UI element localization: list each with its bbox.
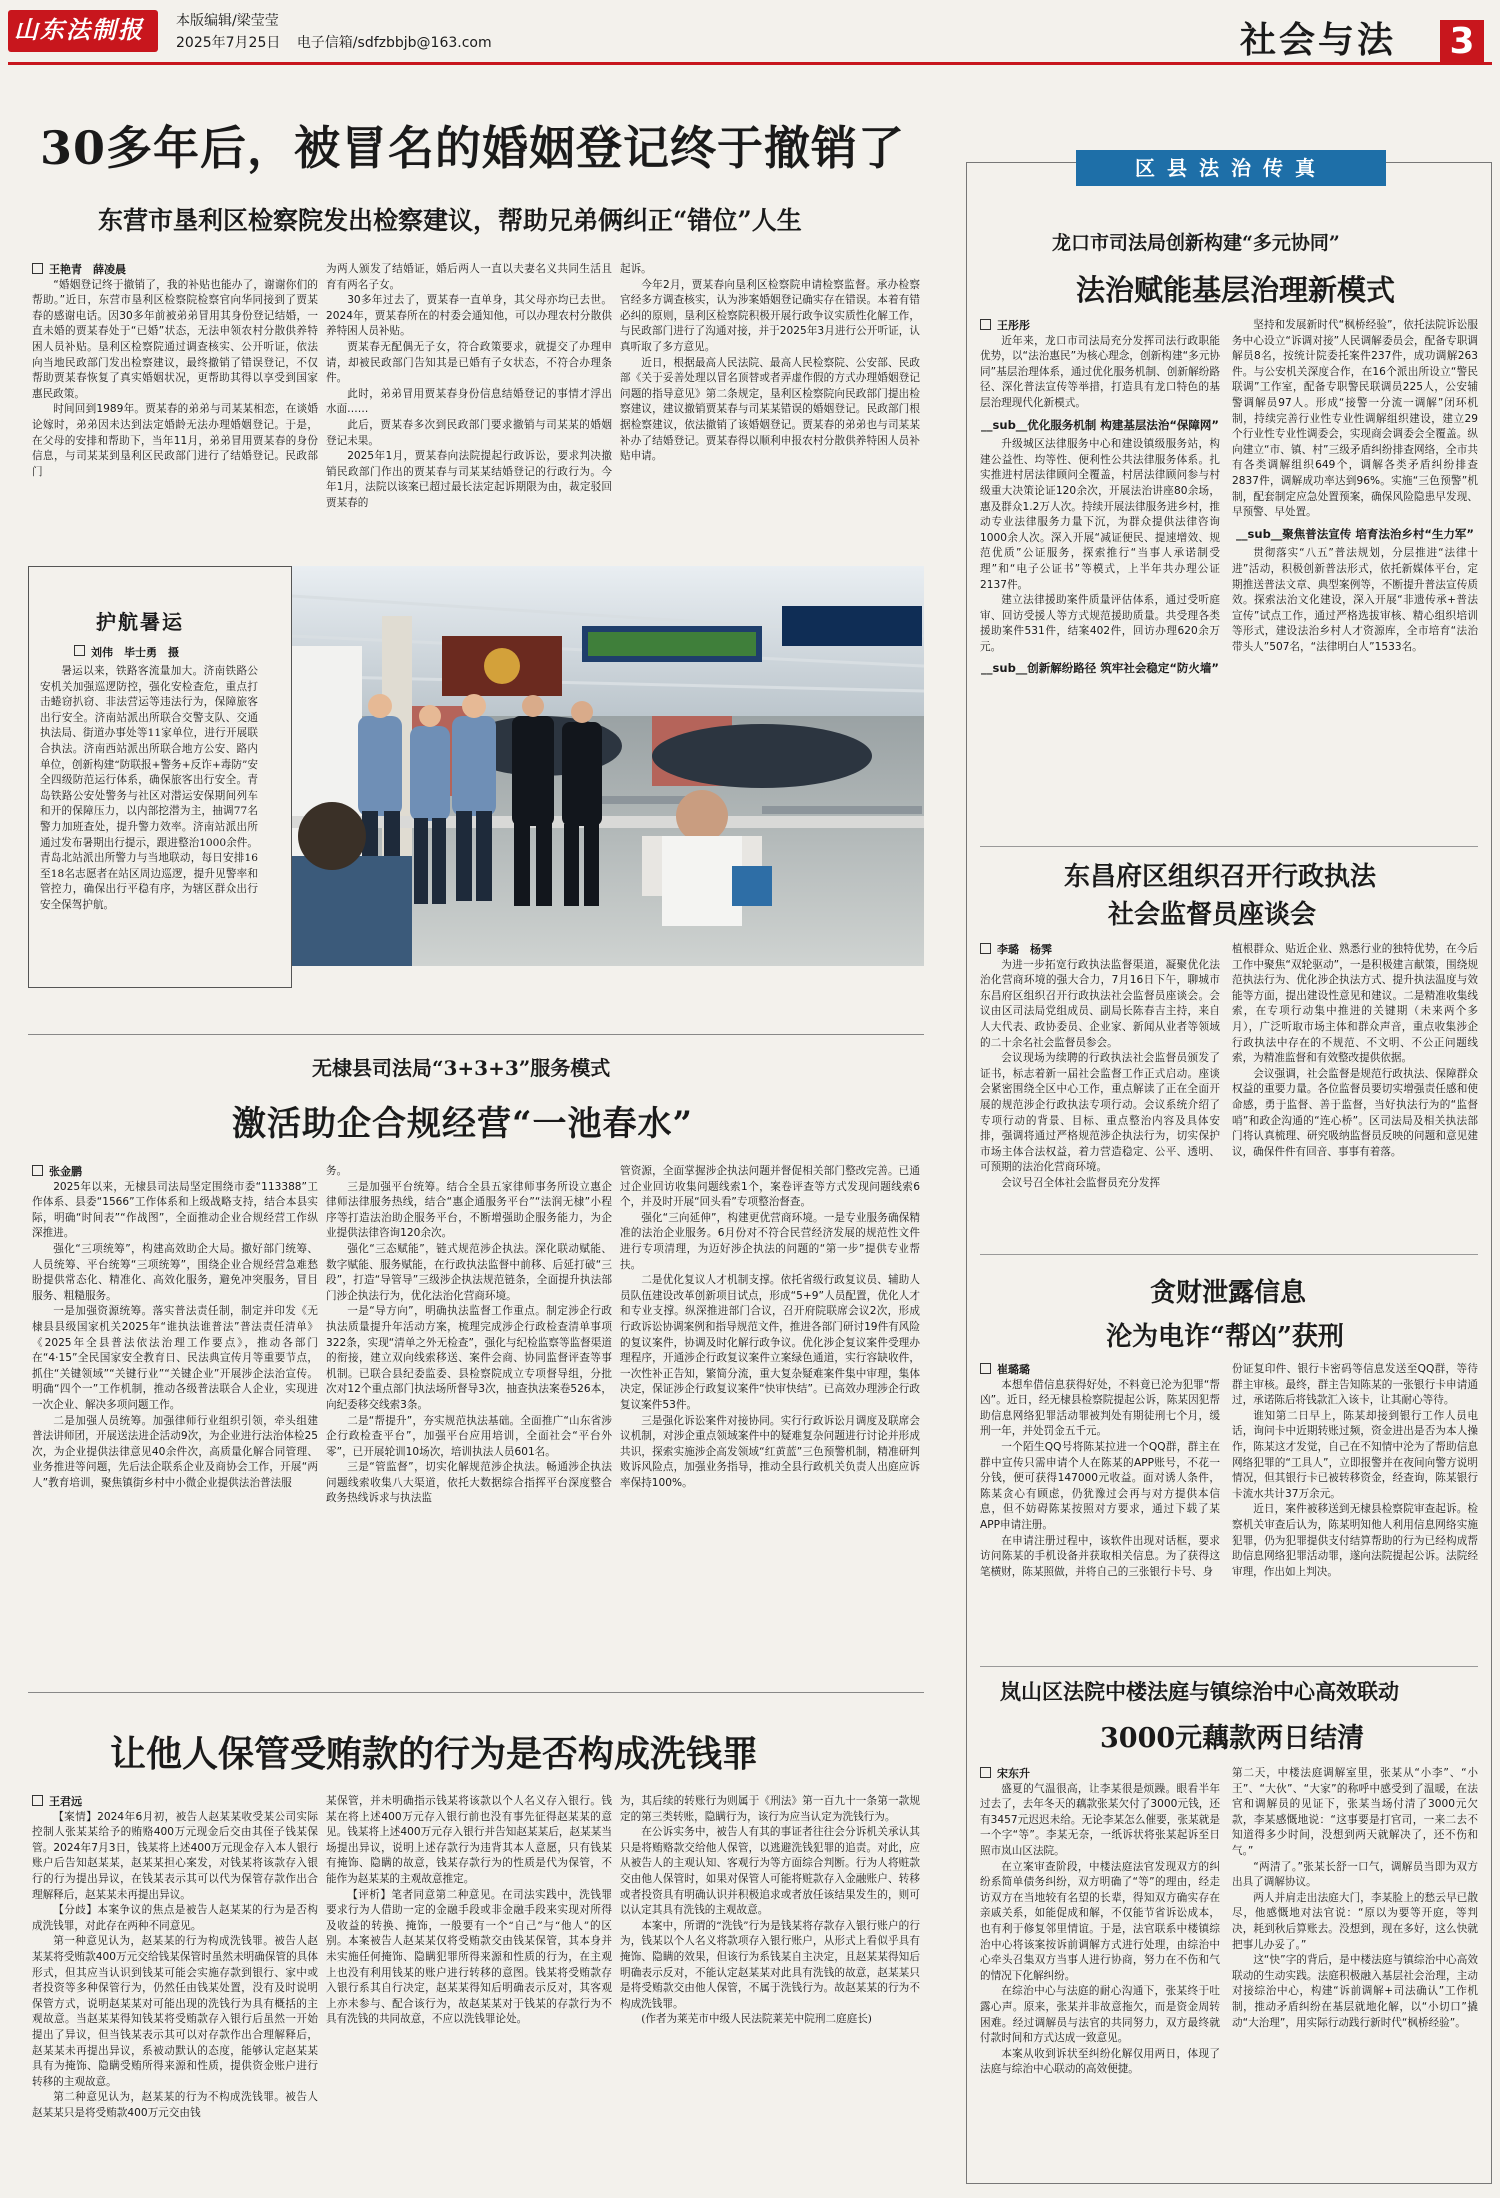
a1-subhead: __sub__创新解纷路径 筑牢社会稳定“防火墙” bbox=[981, 661, 1219, 676]
a4-para: 第二天，中楼法庭调解室里，张某从“小李”、“小王”、“大伙”、“大家”的称呼中感受到了温暖，在法官和调解员的见证下，张某当场付清了3000元欠款，李某感慨地说：“这事要是打官司，一来二去不知道得多少时间，没想到两天就解决了，还不伤和气。” bbox=[1232, 1767, 1478, 1857]
a2-column-2 bbox=[1232, 942, 1478, 1242]
wuli-para: 强化“三向延伸”，构建更优营商环境。一是专业服务确保精准的法治企业服务。6月份对不符合民营经济发展的规范性文件进行专项清理，为迈好涉企执法的问题的“第一步”提供专业帮扶。 bbox=[620, 1211, 920, 1271]
wuli-column-3 bbox=[620, 1164, 920, 1679]
a2-title-line1: 东昌府区组织召开行政执法 bbox=[1064, 862, 1377, 892]
wuli-para: 一是加强资源统筹。落实普法责任制，制定并印发《无棣县县级国家机关2025年“谁执法谁普法”普法责任清单》《2025年全县普法依法治理工作要点》，推动各部门在“4·15”全民国家安全教育日、民法典宣传月等重要节点，抓住“关键领域”“关键行业”“关键企业”开展涉企法治宣传。明确“四个一”工作机制，推动各级普法联合人企业，实现进一次企业、解决多项问题工作。 bbox=[32, 1305, 318, 1411]
wuli-kicker: 无棣县司法局“3+3+3”服务模式 bbox=[312, 1056, 611, 1080]
money-title: 让他人保管受贿款的行为是否构成洗钱罪 bbox=[110, 1733, 759, 1775]
a1-para: 贯彻落实“八五”普法规划，分层推进“法律十进”活动，积极创新普法形式，依托新媒体平台，定期推送普法文章、典型案例等，不断提升普法宣传质效。探索法治文化建设，深入开展“非遗传承+普法宣传”试点工作，通过严格选拔审核、精心组织培训等形式，建设法治乡村人才资源库，全市培育“法治带头人”507名，“法律明白人”1533名。 bbox=[1232, 547, 1478, 653]
masthead-logo-text: 山东法制报 bbox=[14, 15, 144, 44]
a4-para: 盛夏的气温很高，让李某很是烦躁。眼看半年过去了，去年冬天的藕款张某欠付了3000元钱，还有3457元迟迟未给。无论李某怎么催要，张某就是一个字“等”。李某无奈，一纸诉状将张某起诉至日照市岚山区法院。 bbox=[980, 1782, 1220, 1857]
a2-para: 会议现场为续聘的行政执法社会监督员颁发了证书，标志着新一届社会监督工作正式启动。座谈会紧密围绕全区中心工作，重点解读了正在全面开展的规范涉企行政执法专项行动。会议系统介绍了专项行动的背景、目标、重点整治内容及具体安排，强调将通过严格规范涉企执法行为，切实保护市场主体合法权益，着力营造稳定、公平、透明、可预期的法治化营商环境。 bbox=[980, 1052, 1220, 1174]
a1-kicker: 龙口市司法局创新构建“多元协同” bbox=[1052, 232, 1340, 254]
a2-top-rule bbox=[980, 846, 1478, 847]
a2-title-line2: 社会监督员座谈会 bbox=[1108, 900, 1317, 930]
wuli-title: 激活助企合规经营“一池春水” bbox=[232, 1104, 694, 1144]
wuli-para: 一是“导方向”，明确执法监督工作重点。制定涉企行政执法质量提升年活动方案，梳理完成涉企行政检查清单事项322条，实现“清单之外无检查”，强化与纪检监察等监督渠道的衔接，建立双向线索移送、案件会商、协同监督评查等事机制。已联合县纪委监委、县检察院成立专项督导组，分批次对12个重点部门执法场所督导3次，抽查执法案卷526本，向纪委移交线索3条。 bbox=[326, 1305, 612, 1411]
lead-column-3 bbox=[620, 262, 920, 544]
wuli-para: 强化“三态赋能”，链式规范涉企执法。深化联动赋能、数字赋能、服务赋能，在行政执法监督中前移、后延打破“三段”，打造“导管导”三级涉企执法规范链条，全面提升执法部门涉企执法行为，优化法治化营商环境。 bbox=[326, 1242, 612, 1302]
money-para: 【案情】2024年6月初，被告人赵某某收受某公司实际控制人张某某给予的贿赂400万元现金后交由其侄子钱某保管。2024年7月3日，钱某将上述400万元现金存入本人银行账户后告知赵某某，赵某某担心案发，对钱某将该款存入银行的行为提出异议，在钱某表示其可以代为保管存款作出合理解释后，赵某某未再提出异议。 bbox=[32, 1810, 318, 1901]
lead-para: 为两人颁发了结婚证，婚后两人一直以夫妻名义共同生活且育有两名子女。 bbox=[326, 263, 612, 291]
a4-byline: 宋东升 bbox=[980, 1766, 1220, 1782]
wuli-para: 务。 bbox=[326, 1165, 348, 1177]
a3-para: 本想牟借信息获得好处，不料竟已沦为犯罪“帮凶”。近日，经无棣县检察院提起公诉，陈某因犯帮助信息网络犯罪活动罪被判处有期徒刑七个月，缓刑一年，并处罚金五千元。 bbox=[980, 1378, 1220, 1438]
a1-byline: 王彤彤 bbox=[980, 318, 1220, 334]
lead-subtitle: 东营市垦利区检察院发出检察建议，帮助兄弟俩纠正“错位”人生 bbox=[98, 206, 802, 235]
railway-station-photo bbox=[292, 566, 924, 966]
a3-para: 份证复印件、银行卡密码等信息发送至QQ群，等待群主审核。最终，群主告知陈某的一张银行卡申请通过，承诺陈后将钱款汇入该卡，让其耐心等待。 bbox=[1232, 1363, 1478, 1407]
wuli-para: 二是优化复议人才机制支撑。依托省级行政复议员、辅助人员队伍建设改革创新项目试点，形成“5+9”人员配置，优化人才和专业支撑。纵深推进部门合议，召开府院联席会议2次，形成行政诉讼协调案例和指导规范文件，推进各部门研讨19件有风险的复议案件，协调及时化解行政争议。优化涉企复议案件受理办理程序，开通涉企行政复议案件立案绿色通道，实行容缺收件，一次性补正告知，繁简分流，重大复杂疑难案件集中审理，集体决定，保证涉企行政复议案件“快审快结”。已高效办理涉企行政复议案件53件。 bbox=[620, 1274, 920, 1411]
money-para: 第二种意见认为，赵某某的行为不构成洗钱罪。被告人赵某某只是将受贿款400万元交由钱 bbox=[32, 2091, 318, 2119]
lead-para: 贾某春无配偶无子女，符合政策要求，就提交了办理申请，却被民政部门告知其是已婚有子女状态，不符合办理条件。 bbox=[326, 340, 612, 385]
lead-title: 30多年后，被冒名的婚姻登记终于撤销了 bbox=[40, 121, 906, 175]
lead-byline: 王艳青 薛凌晨 bbox=[32, 262, 318, 278]
wuli-para: 二是加强人员统筹。加强律师行业组织引领，牵头组建普法讲师团，开展送法进企活动9次，为企业进行法治体检25次，为企业提供法律意见40余件次，高质量化解合同管理、业务推进等问题，先后法企联系企业及商协会工作，开展“两人”教育培训，聚焦镇街乡村中小微企业提供法治普法服 bbox=[32, 1414, 318, 1489]
money-para: 【评析】笔者同意第二种意见。在司法实践中，洗钱罪要求行为人借助一定的金融手段或非金融手段来实现对所得及收益的转换、掩饰，一般要有一个“自己”与“他人”的区别。本案被告人赵某某仅将受贿款交由钱某保管，其本身并未实施任何掩饰、隐瞒犯罪所得来源和性质的行为，在主观上也没有利用钱某的账户进行转移的意图。钱某将受贿款存入银行系其自行决定，赵某某得知后明确表示反对，其客观上亦未参与、配合该行为，故赵某某对于钱某的存款行为不具有洗钱的共同故意，不应以洗钱罪论处。 bbox=[326, 1888, 612, 2026]
money-para: 某保管，并未明确指示钱某将该款以个人名义存入银行。钱某在将上述400万元存入银行前也没有事先征得赵某某的意见。钱某将上述400万元存入银行并告知赵某某后，赵某某当场提出异议，说明上述存款行为违背其本人意愿，只有钱某有掩饰、隐瞒的故意，钱某存款行为的性质是代为保管，不能作为赵某某的主观故意推定。 bbox=[326, 1795, 612, 1885]
lead-para: 30多年过去了，贾某春一直单身，其父母亦均已去世。2024年，贾某春所在的村委会通知他，可以办理农村分散供养特困人员补贴。 bbox=[326, 294, 612, 338]
a4-para: 在立案审查阶段，中楼法庭法官发现双方的纠纷系简单债务纠纷，双方明确了“等”的理由，经走访双方在当地较有名望的长辈，得知双方确实存在亲戚关系，如能促成和解，不仅能节省诉讼成本，也有利于修复邻里情谊。于是，法官联系中楼镇综治中心将该案按诉前调解方式进行处理，由综治中心牵头召集双方当事人进行协商，努力在不伤和气的情况下化解纠纷。 bbox=[980, 1860, 1220, 1982]
a4-para: 这“快”字的背后，是中楼法庭与镇综治中心高效联动的生动实践。法庭积极融入基层社会治理，主动对接综治中心，构建“诉前调解+司法确认”工作机制，推动矛盾纠纷在基层就地化解，以“小切口”撬动“大治理”，用实际行动践行新时代“枫桥经验”。 bbox=[1232, 1954, 1478, 2029]
a3-title-line2: 沦为电诈“帮凶”获刑 bbox=[1106, 1322, 1344, 1352]
a3-para: 谁知第二日早上，陈某却接到银行工作人员电话，询问卡中近期转账过频，资金进出是否为本人操作，陈某这才发觉，自己在不知情中沦为了帮助信息网络犯罪的“工具人”，立即报警并在夜间向警方说明情况，但其银行卡已被转移资金，经查询，陈某银行卡流水共计37万余元。 bbox=[1232, 1409, 1478, 1500]
lead-para: “婚姻登记终于撤销了，我的补贴也能办了，谢谢你们的帮助。”近日，东营市垦利区检察院检察官向华同接到了贾某春的感谢电话。因30多年前被弟弟冒用其身份登记结婚，一直未婚的贾某春处于“已婚”状态，无法申领农村分散供养特困人员补贴。垦利区检察院通过调查核实、公开听证，依法向当地民政部门发出检察建议，最终撤销了错误登记，不仅帮助贾某春恢复了真实婚姻状况，更帮助其得以享受到国家惠民政策。 bbox=[32, 278, 318, 400]
page-number: 3 bbox=[1449, 21, 1475, 62]
lead-column-2 bbox=[326, 262, 612, 544]
lead-para: 今年2月，贾某春向垦利区检察院申请检察监督。承办检察官经多方调查核实，认为涉案婚姻登记确实存在错误。本着有错必纠的原则，垦利区检察院积极开展行政争议实质性化解工作，与民政部门进行了沟通对接，并于2025年3月进行公开听证，认真听取了多方意见。 bbox=[620, 278, 920, 353]
a2-column-1 bbox=[980, 942, 1220, 1242]
a4-title-line2: 3000元藕款两日结清 bbox=[1100, 1723, 1365, 1754]
a4-para: “两清了。”张某长舒一口气，调解员当即为双方出具了调解协议。 bbox=[1232, 1860, 1478, 1889]
money-para: 在公诉实务中，被告人有其的事证者往往会分诉机关承认其只是将贿赂款交给他人保管，以逃避洗钱犯罪的追责。对此，应从被告人的主观认知、客观行为等方面综合判断。行为人将赃款交由他人保管时，如果对保管人可能将赃款存入金融账户、转移或者投资具有明确认识并积极追求或者放任该结果发生的，则可以认定其具有洗钱的主观故意。 bbox=[620, 1826, 920, 1917]
masthead-date-text: 2025年7月25日 bbox=[176, 35, 281, 51]
a1-column-1 bbox=[980, 318, 1220, 838]
money-byline: 王君远 bbox=[32, 1794, 318, 1810]
money-column-3 bbox=[620, 1794, 920, 2184]
a3-para: 一个陌生QQ号将陈某拉进一个QQ群，群主在群中宣传只需申请个人在陈某的APP账号，不花一分钱，便可获得147000元收益。面对诱人条件，陈某贪心有顾虑，仍犹豫过会再与对方提供本信息，但不妨碍陈某按照对方要求，通过下载了某APP申请注册。 bbox=[980, 1440, 1220, 1531]
lead-para: 近日，根据最高人民法院、最高人民检察院、公安部、民政部《关于妥善处理以冒名顶替或者弄虚作假的方式办理婚姻登记问题的指导意见》第二条规定，垦利区检察院向民政部门提出检察建议，建议撤销贾某春与司某某错误的婚姻登记。民政部门根据检察建议，依法撤销了该婚姻登记。贾某春的弟弟也与司某某补办了结婚登记。贾某春得以顺利申报农村分散供养特困人员补贴申请。 bbox=[620, 356, 920, 463]
wuli-column-1 bbox=[32, 1164, 318, 1679]
wuli-para: 三是“管监督”，切实化解规范涉企执法。畅通涉企执法问题线索收集八大渠道，依托大数据综合指挥平台深度整合政务热线诉求与执法监 bbox=[326, 1461, 612, 1505]
a2-para: 为进一步拓宽行政执法监督渠道，凝聚优化法治化营商环境的强大合力，7月16日下午，聊城市东昌府区组织召开行政执法社会监督员座谈会。会议由区司法局党组成员、副局长陈春吉主持，来自人大代表、政协委员、企业家、新闻从业者等领域的二十余名社会监督员参会。 bbox=[980, 958, 1220, 1049]
lead-para: 此后，贾某春多次到民政部门要求撤销与司某某的婚姻登记未果。 bbox=[326, 418, 612, 447]
a3-column-2 bbox=[1232, 1362, 1478, 1658]
wuli-byline: 张金鹏 bbox=[32, 1164, 318, 1180]
wuli-top-rule bbox=[28, 1034, 924, 1035]
a3-title-line1: 贪财泄露信息 bbox=[1150, 1278, 1307, 1308]
a1-para: 坚持和发展新时代“枫桥经验”，依托法院诉讼服务中心设立“诉调对接”人民调解委员会，配备专职调解员8名，按统计院委托案件237件，成功调解263件。与公安机关深度合作，在16个派出所设立“警民联调”工作室，配备专职警民联调员225人，公安辅警调解员97人。形成“接警一分流一调解”闭环机制，持续完善行业性专业性调解组织建设，建立29个行业性专业性调委会，实现商会调委会全覆盖。纵向建立“市、镇、村”三级矛盾纠纷排查网络，全市共有各类调解组织649个，调解各类矛盾纠纷排查2837件，调解成功率达到96%。实施“三色预警”机制，配套制定应急处置预案，确保风险隐患早发现、早预警、早处置。 bbox=[1232, 319, 1478, 519]
money-para: (作者为莱芜市中级人民法院莱芜中院刑二庭庭长) bbox=[641, 2013, 872, 2026]
section-title: 社会与法 bbox=[1240, 19, 1397, 61]
a4-column-1 bbox=[980, 1766, 1220, 2176]
money-para: 为，其后续的转账行为则属于《刑法》第一百九十一条第一款规定的第三类转账，隐瞒行为，该行为应当认定为洗钱行为。 bbox=[620, 1795, 920, 1823]
photo-story-byline: 刘伟 毕士勇 摄 bbox=[74, 644, 179, 660]
money-column-2 bbox=[326, 1794, 612, 2184]
masthead-email: 电子信箱/sdfzbbjb@163.com bbox=[296, 35, 492, 51]
a1-subhead: __sub__聚焦普法宣传 培育法治乡村“生力军” bbox=[1236, 526, 1474, 541]
wuli-para: 强化“三项统筹”，构建高效助企大局。撤好部门统筹、人员统筹、平台统筹“三项统筹”，围绕企业合规经营急难愁盼提供常态化、精准化、高效化服务，避免冲突服务，冒目服务、粗糙服务。 bbox=[32, 1242, 318, 1302]
a2-byline: 李璐 杨霁 bbox=[980, 942, 1220, 958]
a3-para: 在申请注册过程中，该软件出现对话框，要求访问陈某的手机设备并获取相关信息。为了获得这笔横财，陈某照做，并将自己的三张银行卡号、身 bbox=[980, 1534, 1220, 1578]
a3-top-rule bbox=[980, 1254, 1478, 1255]
a3-para: 近日，案件被移送到无棣县检察院审查起诉。检察机关审查后认为，陈某明知他人利用信息网络实施犯罪，仍为犯罪提供支付结算帮助的行为已经构成帮助信息网络犯罪活动罪，遂向法院提起公诉。法院经审理，作出如上判决。 bbox=[1232, 1503, 1478, 1578]
lead-column-1 bbox=[32, 262, 318, 544]
a2-para: 会议号召全体社会监督员充分发挥 bbox=[1001, 1176, 1161, 1189]
a2-para: 会议强调，社会监督是规范行政执法、保障群众权益的重要力量。各位监督员要切实增强责任感和使命感，勇于监督、善于监督，当好执法行为的“监督哨”和政企沟通的“连心桥”。区司法局及相关执法部门将认真梳理、研究吸纳监督员反映的问题和意见建议，确保件件有回音、事事有着落。 bbox=[1232, 1067, 1478, 1158]
a3-column-1 bbox=[980, 1362, 1220, 1658]
wuli-column-2 bbox=[326, 1164, 612, 1679]
a4-column-2 bbox=[1232, 1766, 1478, 2176]
photo-story-text: 暑运以来，铁路客流量加大。济南铁路公安机关加强巡逻防控，强化安检查危，重点打击蜷窃扒窃、非法营运等违法行为，保障旅客出行安全。济南站派出所联合交警支队、交通执法局、街道办事处等11家单位，进行开展联合执法。济南西站派出所联合地方公安、路内单位，创新构建“防联报+警务+反诈+毒防”安全四级防范运行体系，确保旅客出行安全。青岛铁路公安处警务与社区对潜运安保期间列车和开的保障压力，以内部挖潜为主，抽调77名警力加班查处，提升警力效率。济南站派出所通过发布暑期出行提示，跟进整治1000余件。青岛北站派出所警力与当地联动，每日安排16至18名志愿者在站区周边巡逻，提升见警率和管控力，确保出行平稳有序，为辖区群众出行安全保驾护航。 bbox=[40, 665, 258, 911]
wuli-para: 2025年以来，无棣县司法局坚定围绕市委“113388”工作体系、县委“1566”工作体系和上级战略支持，结合本县实际，明确“时间表”“作战图”，全面推动企业合规经营工作纵深推进。 bbox=[32, 1180, 318, 1240]
lead-para: 2025年1月，贾某春向法院提起行政诉讼，要求判决撤销民政部门作出的贾某春与司某某结婚登记的行政行为。今年1月，法院以该案已超过最长法定起诉期限为由，裁定驳回贾某春的 bbox=[326, 450, 612, 509]
a4-para: 在综治中心与法庭的耐心沟通下，张某终于吐露心声。原来，张某并非故意拖欠，而是资金周转困难。经过调解员与法官的共同努力，双方最终就付款时间和方式达成一致意见。 bbox=[980, 1985, 1220, 2045]
photo-story-title: 护航暑运 bbox=[96, 610, 184, 634]
a4-para: 两人并肩走出法庭大门，李某脸上的愁云早已散尽，他感慨地对法官说：“原以为要等开庭，等判决，耗到秋后算账去。没想到，现在多好，这么快就把事儿办妥了。” bbox=[1232, 1891, 1478, 1951]
a1-para: 建立法律援助案件质量评估体系，通过受听庭审、回访受援人等方式规范援助质量。共受理各类援助案件531件，结案402件，回访办理620余万元。 bbox=[980, 594, 1220, 653]
masthead-editor: 本版编辑/梁莹莹 bbox=[176, 13, 279, 29]
lead-para: 此时，弟弟冒用贾某春身份信息结婚登记的事情才浮出水面…… bbox=[326, 387, 612, 416]
railway-station-photo-art bbox=[292, 566, 924, 966]
a1-subhead: __sub__优化服务机制 构建基层法治“保障网” bbox=[981, 417, 1219, 432]
wuli-para: 三是强化诉讼案件对接协同。实行行政诉讼月调度及联席会议机制，对涉企重点领域案件中的疑难复杂问题进行讨论并形成共识，探索实施涉企高发领域“红黄蓝”三色预警机制，精准研判败诉风险点，加强业务指导，推动全县行政机关负责人出庭应诉率保持100%。 bbox=[620, 1414, 920, 1489]
money-top-rule bbox=[28, 1692, 924, 1693]
right-banner-text: 区县法治传真 bbox=[1135, 156, 1327, 180]
a1-title: 法治赋能基层治理新模式 bbox=[1076, 273, 1396, 307]
a4-title-line1: 岚山区法院中楼法庭与镇综治中心高效联动 bbox=[1000, 1679, 1399, 1704]
money-para: 本案中，所谓的“洗钱”行为是钱某将存款存入银行账户的行为，钱某以个人名义将款项存入银行账户，从形式上看似乎具有掩饰、隐瞒的效果，但该行为系钱某自主决定，且赵某某得知后明确表示反对，不能认定赵某某对此具有洗钱的故意，赵某某只是将受贿款交由他人保管，不属于洗钱行为。故赵某某的行为不构成洗钱罪。 bbox=[620, 1919, 920, 2010]
wuli-para: 管资源，全面掌握涉企执法问题并督促相关部门整改完善。已通过企业回访收集问题线索1个，案卷评查等方式发现问题线索6个，并及时开展“回头看”专项整治督查。 bbox=[620, 1165, 920, 1209]
masthead-rule bbox=[8, 62, 1492, 65]
wuli-para: 二是“帮提升”，夯实规范执法基础。全面推广“山东省涉企行政检查平台”，加强平台应用培训，全面社会“平台外零”，已开展轮训10场次，培训执法人员601名。 bbox=[326, 1414, 612, 1458]
a4-para: 本案从收到诉状至纠纷化解仅用两日，体现了法庭与综治中心联动的高效便捷。 bbox=[980, 2047, 1220, 2076]
money-para: 【分歧】本案争议的焦点是被告人赵某某的行为是否构成洗钱罪，对此存在两种不同意见。 bbox=[32, 1904, 318, 1932]
a1-column-2 bbox=[1232, 318, 1478, 838]
money-column-1 bbox=[32, 1794, 318, 2184]
lead-para: 时间回到1989年。贾某春的弟弟与司某某相恋，在谈婚论嫁时，弟弟因未达到法定婚龄无法办理婚姻登记。于是，在父母的安排和帮助下，当年11月，弟弟冒用贾某春的身份信息，与司某某到垦利区民政部门进行了结婚登记。民政部门 bbox=[32, 403, 318, 478]
lead-para: 起诉。 bbox=[620, 263, 652, 275]
wuli-para: 三是加强平台统筹。结合全县五家律师事务所设立惠企律师法律服务热线，结合“惠企通服务平台”“法润无棣”小程序等打造法治助企服务平台，不断增强助企服务能力，为企业提供法律咨询120余次。 bbox=[326, 1180, 612, 1240]
a4-top-rule bbox=[980, 1666, 1478, 1667]
money-para: 第一种意见认为，赵某某的行为构成洗钱罪。被告人赵某某将受贿款400万元交给钱某保管时虽然未明确保管的具体形式，但其应当认识到钱某可能会实施存款到银行、家中或者投资等多种保管行为，仍然任由钱某处置，没有及时说明保管方式，说明赵某某对可能出现的洗钱行为具有概括的主观故意。当赵某某得知钱某将受贿款存入银行后虽然一开始提出了异议，但当钱某表示其可以对存款作出合理解释后，赵某某未再提出异议，系被动默认的态度，能够认定赵某某具有为掩饰、隐瞒受贿所得来源和性质，提供资金账户进行转移的主观故意。 bbox=[32, 1935, 318, 2088]
a1-para: 升级城区法律服务中心和建设镇级服务站，构建公益性、均等性、便利性公共法律服务体系。扎实推进村居法律顾问全覆盖，村居法律顾问参与村级重大决策论证120余次，开展法治讲座80余场，惠及群众1.2万人次。持续开展法律服务进乡村，推动专业法律服务力量下沉，为群众提供法律咨询1000余人次。深入开展“减证便民、提速增效、规范优质”公证服务，探索推行“当事人承诺制受理”和“电子公证书”等模式，上半年共办理公证2137件。 bbox=[980, 438, 1220, 591]
masthead-date bbox=[176, 34, 492, 52]
a2-para: 植根群众、贴近企业、熟悉行业的独特优势，在今后工作中聚焦“双轮驱动”，一是积极建言献策，围绕规范执法行为、优化涉企执法方式、提升执法温度与效能等方面，提出建设性意见和建议。二是精准收集线索，在专项行动集中推进的关键期（未来两个多月），广泛听取市场主体和群众声音，重点收集涉企行政执法中存在的不规范、不文明、不公正问题线索，为精准监督和有效整改提供依据。 bbox=[1232, 943, 1478, 1065]
a3-byline: 崔璐璐 bbox=[980, 1362, 1220, 1378]
a1-para: 近年来，龙口市司法局充分发挥司法行政职能优势，以“法治惠民”为核心理念，创新构建“多元协同”基层治理体系，通过优化服务机制、创新解纷路径、深化普法宣传等举措，打造具有龙口特色的基层治理现代化新模式。 bbox=[980, 334, 1220, 409]
